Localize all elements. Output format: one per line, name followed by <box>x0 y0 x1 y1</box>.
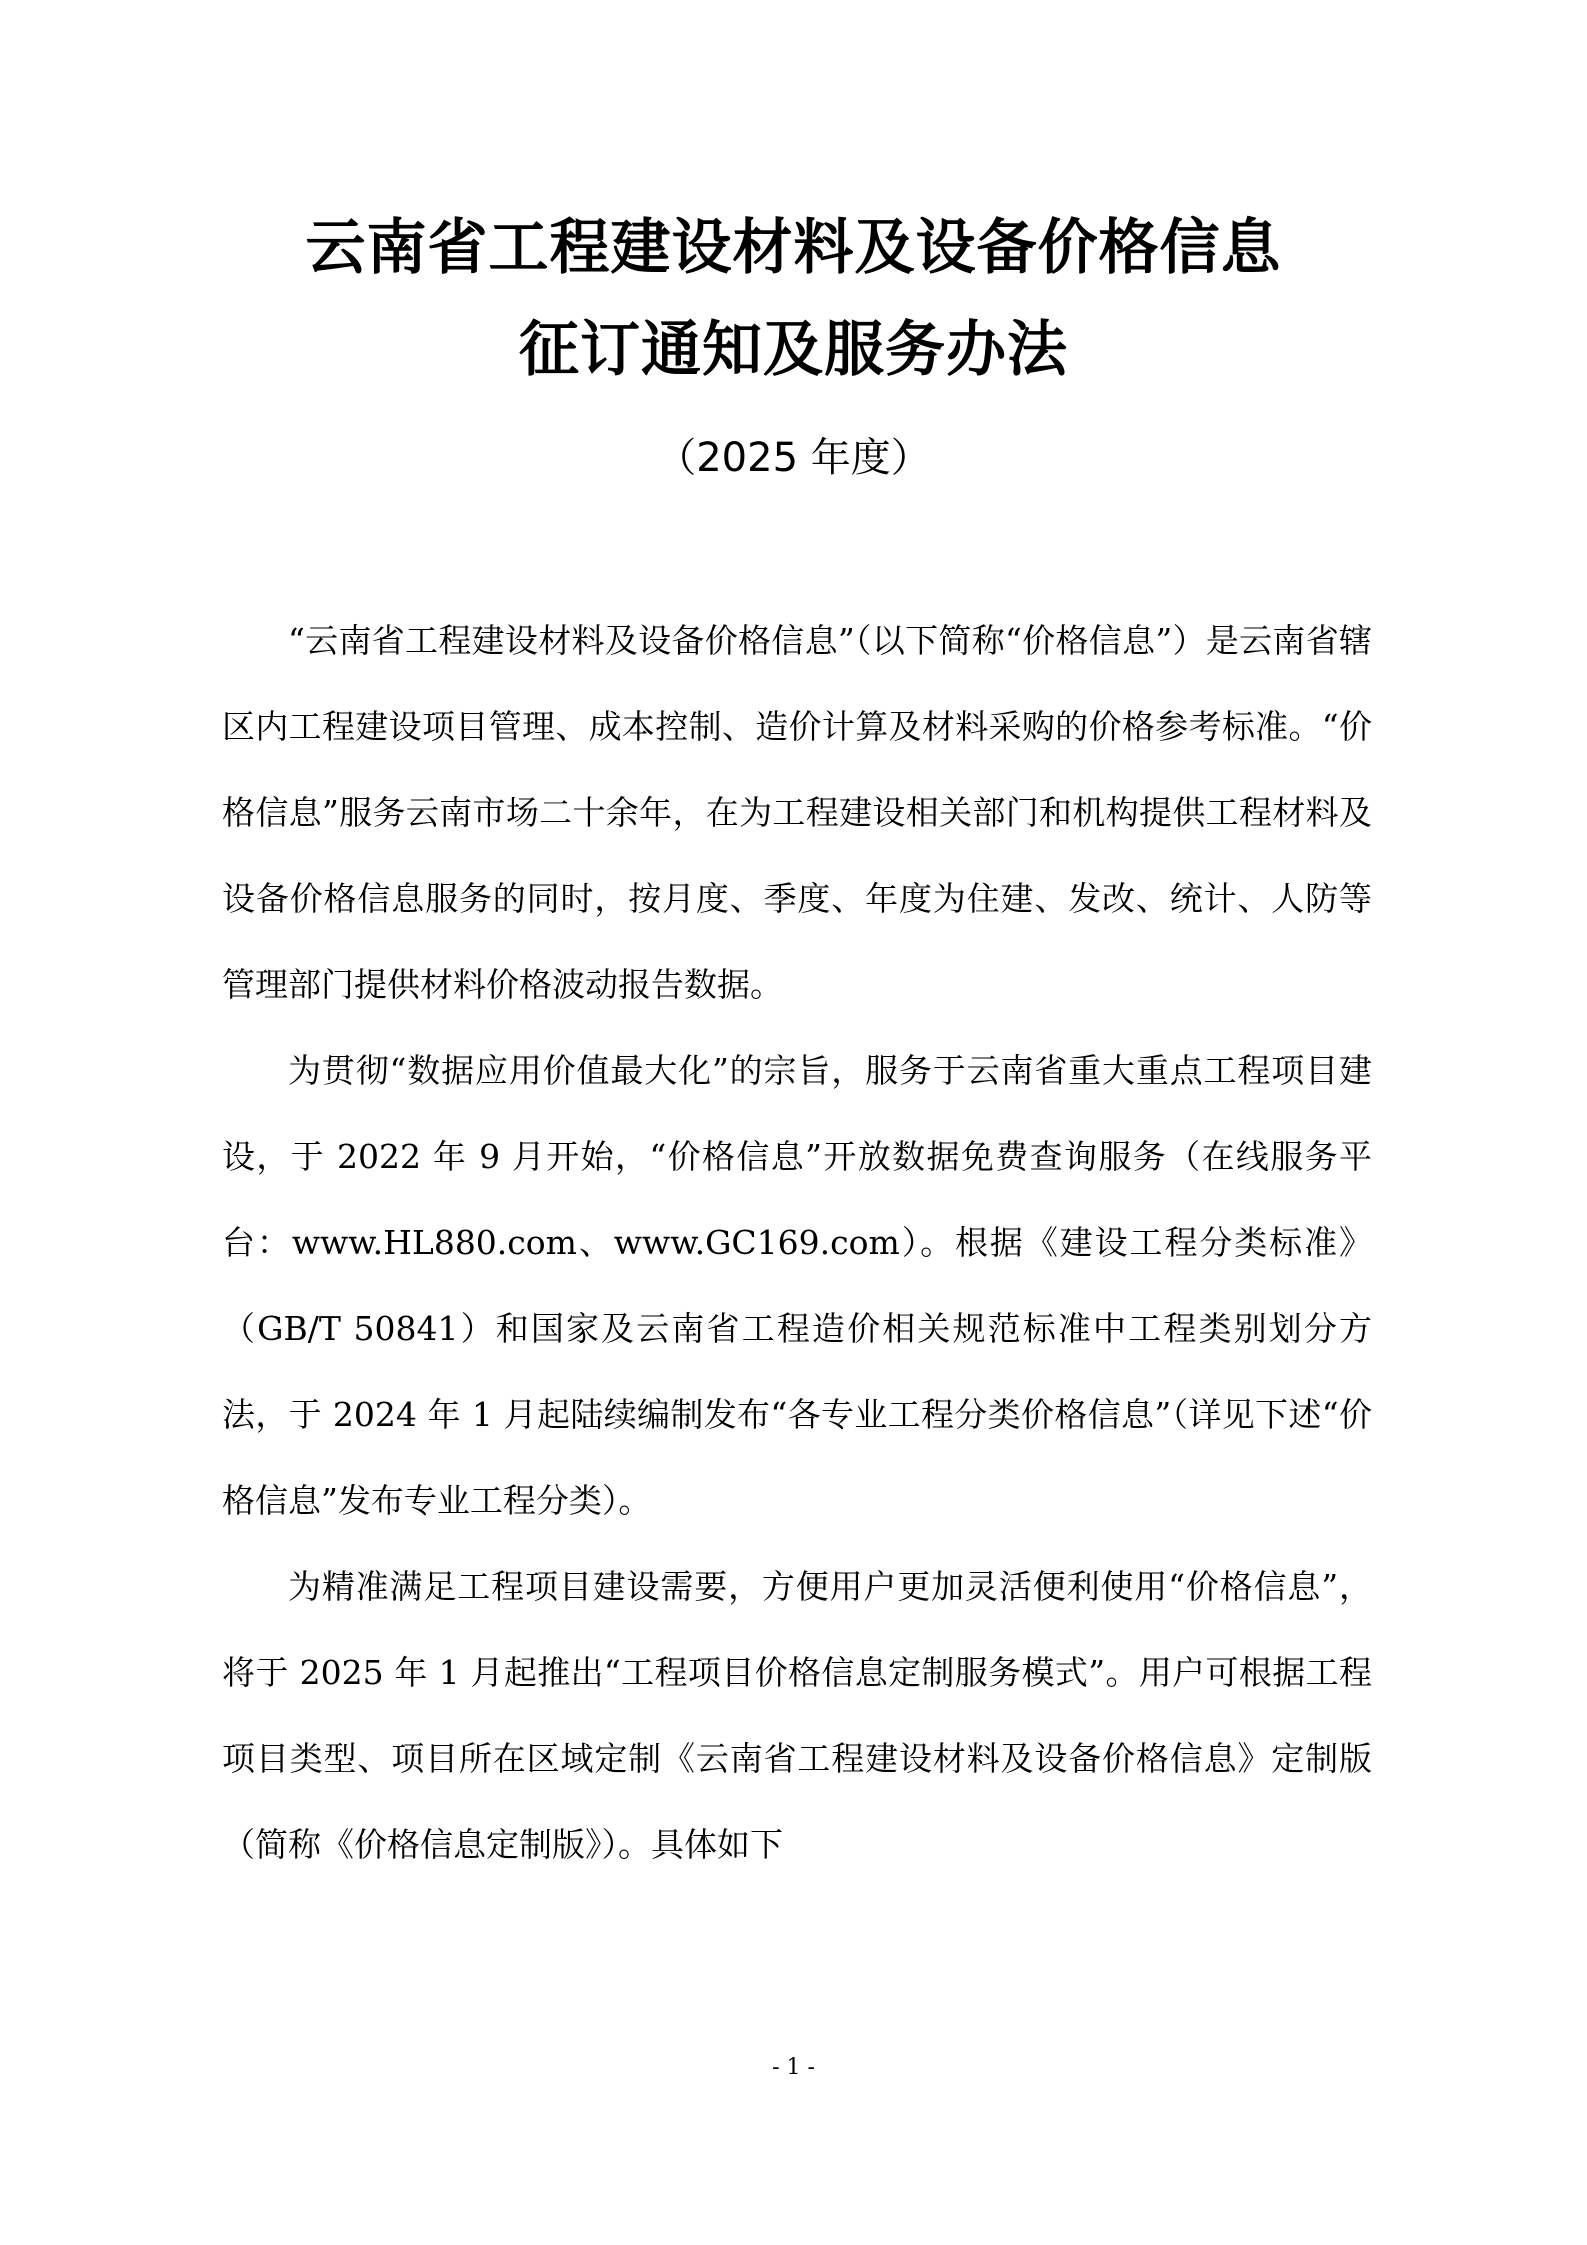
document-title-line1: 云南省工程建设材料及设备价格信息 <box>305 213 1282 283</box>
page-number: - 1 - <box>772 2055 815 2080</box>
document-subtitle-year: （2025 年度） <box>656 435 931 481</box>
document-title-line2: 征订通知及服务办法 <box>519 315 1068 385</box>
paragraph-free-query-service: 为贯彻“数据应用价值最大化”的宗旨，服务于云南省重大重点工程项目建设，于 2022 年 9 月开始，“价格信息”开放数据免费查询服务（在线服务平台：www.HL880.com、www.GC169.com）。根据《建设工程分类标准》（GB/T 50841）和国家及云南省工程造价相关规范标准中工程类别划分方法，于 2024 年 1 月起陆续编制发布“各专业工程分类价格信息”（详见下述“价格信息”发布专业工程分类）。 <box>222 1051 1372 1520</box>
paragraph-intro: “云南省工程建设材料及设备价格信息”（以下简称“价格信息”）是云南省辖区内工程建设项目管理、成本控制、造价计算及材料采购的价格参考标准。“价格信息”服务云南市场二十余年，在为工程建设相关部门和机构提供工程材料及设备价格信息服务的同时，按月度、季度、年度为住建、发改、统计、人防等管理部门提供材料价格波动报告数据。 <box>222 621 1372 1004</box>
document-body <box>222 598 1372 1888</box>
paragraph-custom-service: 为精准满足工程项目建设需要，方便用户更加灵活便利使用“价格信息”，将于 2025 年 1 月起推出“工程项目价格信息定制服务模式”。用户可根据工程项目类型、项目所在区域定制《云南省工程建设材料及设备价格信息》定制版（简称《价格信息定制版》）。具体如下 <box>222 1567 1372 1864</box>
